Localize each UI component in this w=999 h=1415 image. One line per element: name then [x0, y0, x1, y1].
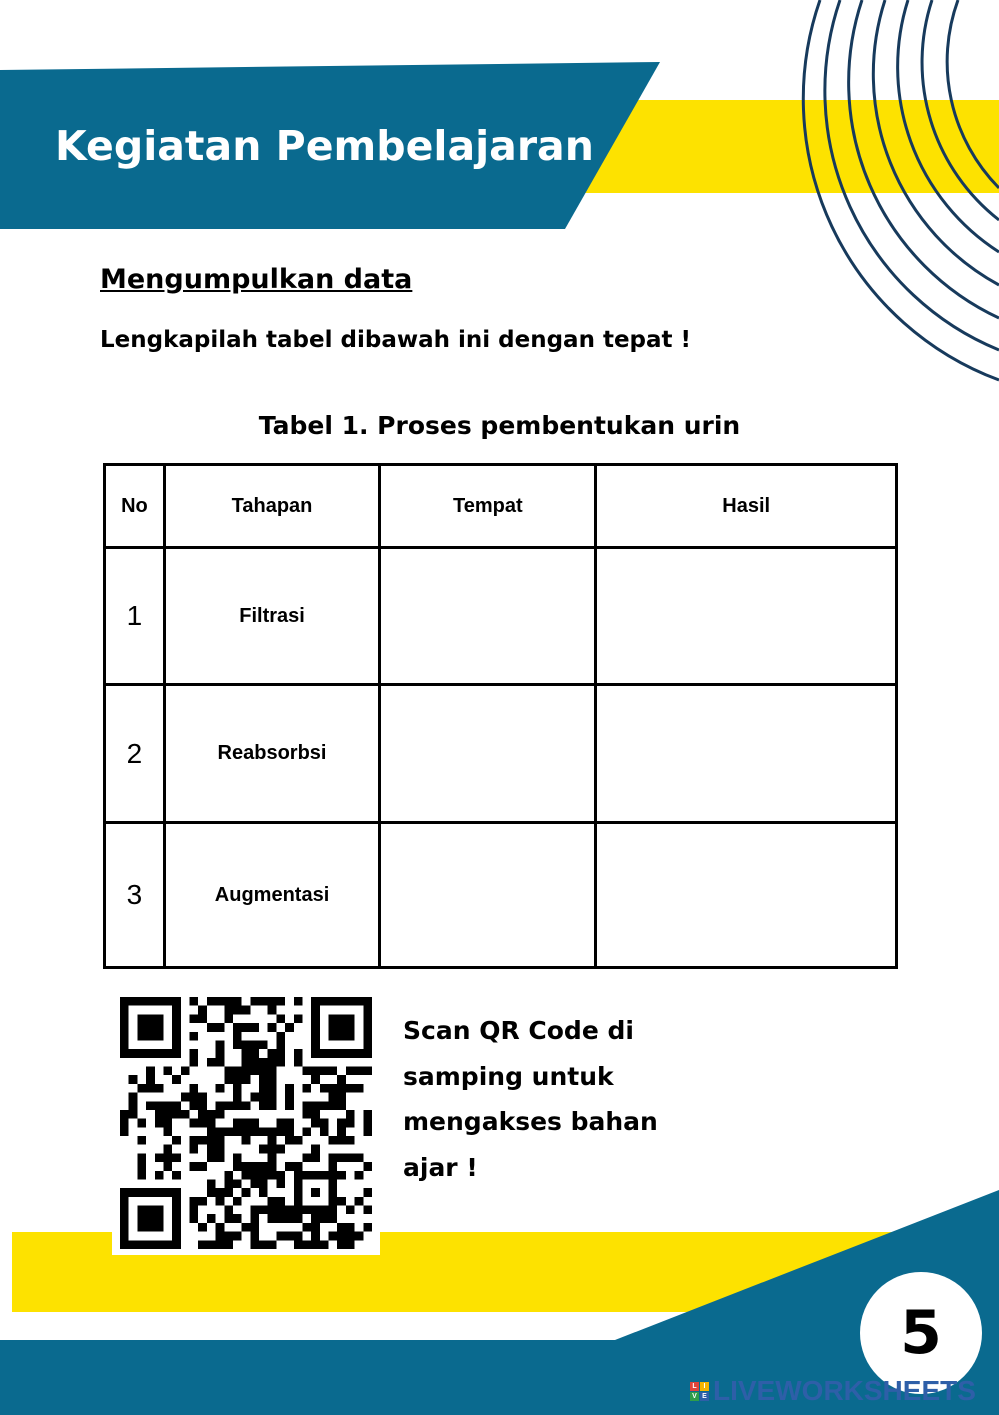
- qr-code-image: [120, 997, 372, 1249]
- result-cell[interactable]: [596, 548, 897, 685]
- table-caption: Tabel 1. Proses pembentukan urin: [258, 411, 741, 440]
- section-title: Mengumpulkan data: [100, 264, 413, 295]
- place-cell[interactable]: [380, 685, 596, 823]
- place-cell[interactable]: [380, 548, 596, 685]
- urine-formation-table: [103, 463, 898, 969]
- liveworksheets-watermark: [690, 1374, 976, 1408]
- table-header-row: [105, 465, 897, 548]
- page-number: 5: [860, 1272, 982, 1394]
- logo-letter: L: [690, 1382, 699, 1391]
- column-header-place: Tempat: [380, 465, 596, 548]
- qr-instruction-line: mengakses bahan: [403, 1107, 658, 1136]
- table-row: [105, 548, 897, 685]
- row-number: 1: [105, 548, 165, 685]
- column-header-result: Hasil: [596, 465, 897, 548]
- table-row: [105, 685, 897, 823]
- logo-letter: I: [700, 1382, 709, 1391]
- liveworksheets-wordmark: LIVEWORKSHEETS: [713, 1375, 976, 1406]
- instruction-text: Lengkapilah tabel dibawah ini dengan tepat !: [100, 327, 692, 353]
- qr-instruction: [403, 1008, 703, 1190]
- logo-letter: V: [690, 1392, 699, 1401]
- place-cell[interactable]: [380, 823, 596, 968]
- table-row: [105, 823, 897, 968]
- qr-instruction-line: ajar !: [403, 1152, 478, 1182]
- page-heading: Kegiatan Pembelajaran: [55, 122, 594, 170]
- row-stage: Reabsorbsi: [164, 685, 379, 823]
- qr-instruction-line: Scan QR Code di: [403, 1016, 634, 1045]
- result-cell[interactable]: [596, 685, 897, 823]
- row-number: 2: [105, 685, 165, 823]
- liveworksheets-logo-icon: [690, 1382, 709, 1401]
- logo-letter: E: [700, 1392, 709, 1401]
- row-stage: Augmentasi: [164, 823, 379, 968]
- result-cell[interactable]: [596, 823, 897, 968]
- header-yellow-band: [580, 100, 999, 193]
- qr-instruction-line: samping untuk: [403, 1061, 614, 1091]
- column-header-no: No: [105, 465, 165, 548]
- row-stage: Filtrasi: [164, 548, 379, 685]
- column-header-stage: Tahapan: [164, 465, 379, 548]
- row-number: 3: [105, 823, 165, 968]
